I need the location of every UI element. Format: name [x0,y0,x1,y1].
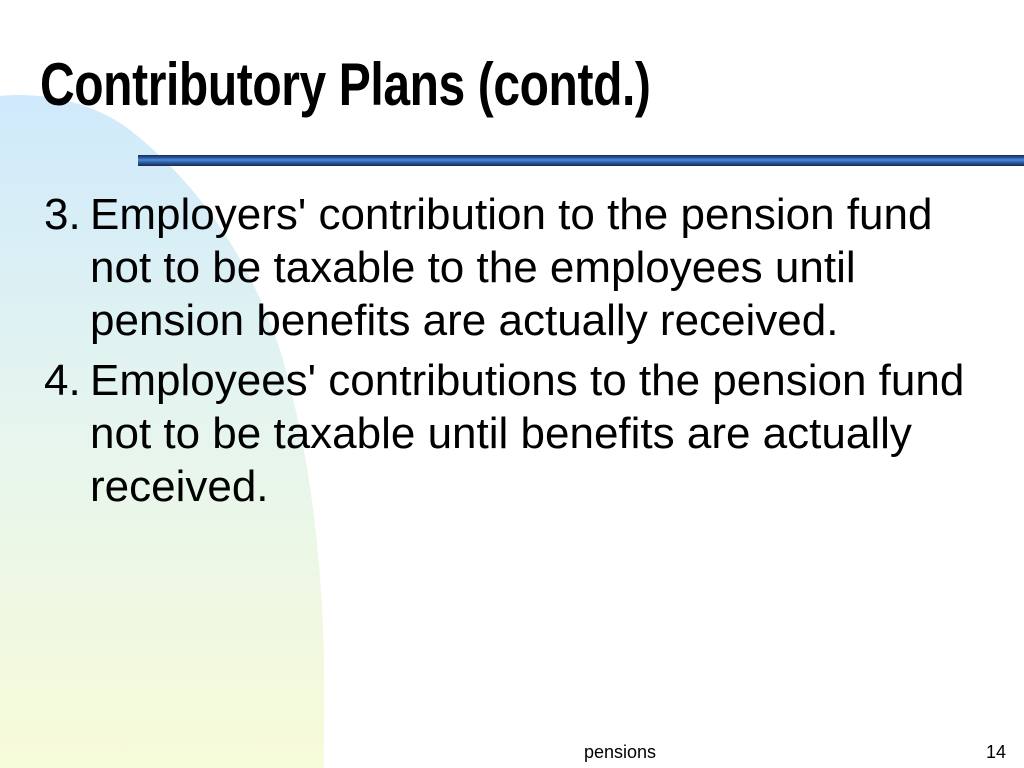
footer-label: pensions [584,742,657,762]
list-item [44,354,1004,513]
title-underline [138,155,1024,166]
slide-title: Contributory Plans (contd.) [40,51,651,118]
list-item-number: 4. [44,356,81,405]
list-item-number: 3. [44,190,81,239]
list-item-text: Employees' contributions to the pension fund not to be taxable until benefits are actually received. [90,356,965,511]
content-list [44,188,1004,520]
list-item [44,188,1004,347]
slide-number: 14 [986,742,1007,762]
list-item-text: Employers' contribution to the pension fund not to be taxable to the employees until pension benefits are actually received. [90,190,933,345]
